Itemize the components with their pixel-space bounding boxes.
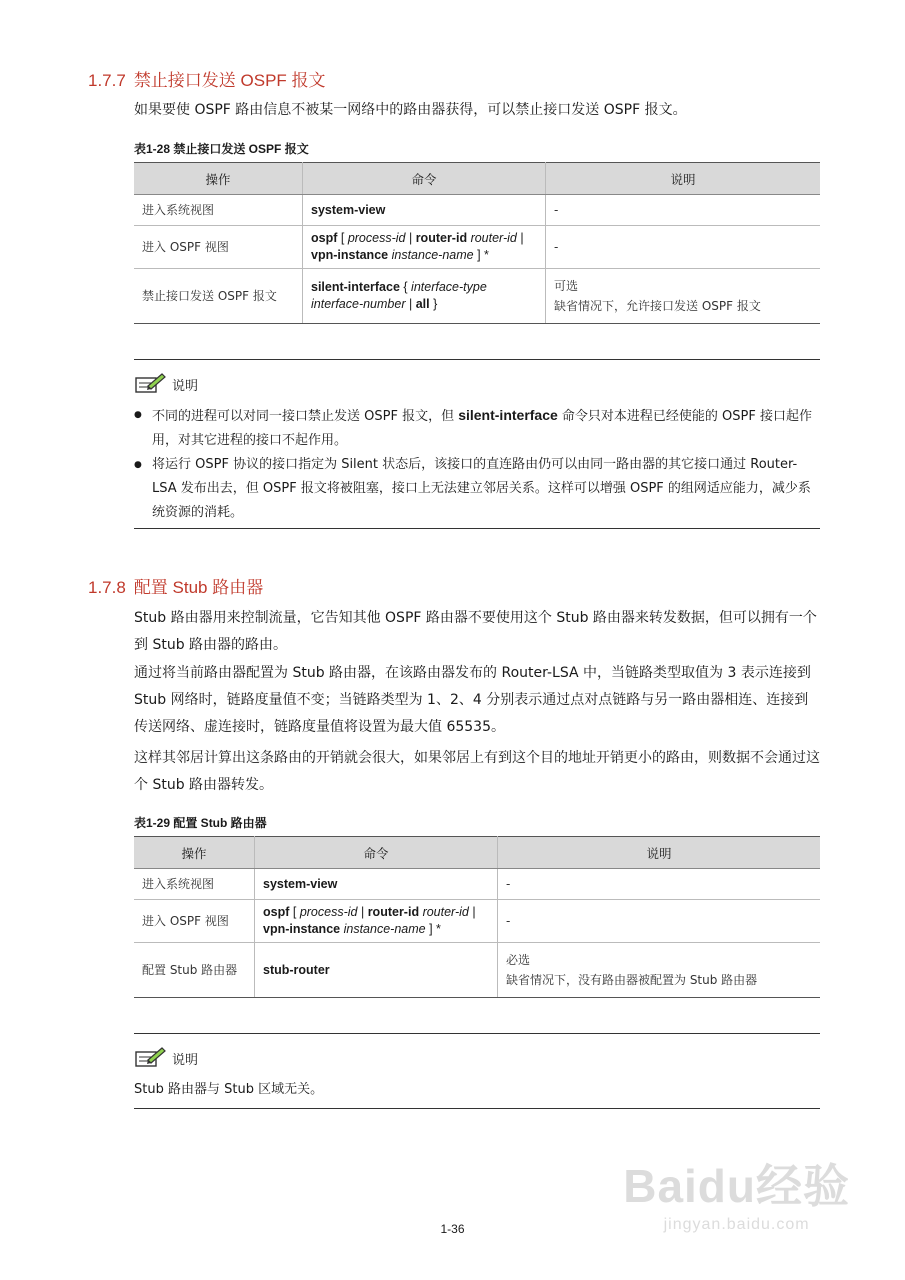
section-number: 1.7.7 bbox=[88, 71, 126, 90]
header-command: 命令 bbox=[303, 163, 546, 195]
cell-operation: 禁止接口发送 OSPF 报文 bbox=[134, 269, 303, 324]
list-item: ● 将运行 OSPF 协议的接口指定为 Silent 状态后，该接口的直连路由仍可以由同一路由器的其它接口通过 Router-LSA 发布出去，但 OSPF 报文将被阻塞，接口上无法建立邻居关系。这样可以增强 OSPF 的组网适应能力，减少系统资源的消耗。 bbox=[134, 453, 820, 525]
cell-operation: 配置 Stub 路由器 bbox=[134, 943, 255, 998]
table-header-row bbox=[134, 837, 820, 869]
header-description: 说明 bbox=[546, 163, 821, 195]
note-top-rule bbox=[134, 1033, 820, 1034]
section-title: 禁止接口发送 OSPF 报文 bbox=[133, 71, 326, 90]
command-table bbox=[134, 162, 820, 324]
note-heading bbox=[134, 1046, 198, 1068]
cell-operation: 进入系统视图 bbox=[134, 869, 255, 900]
cell-command: ospf [ process-id | router-id router-id | vpn-instance instance-name ] * bbox=[303, 226, 546, 269]
table-header-row bbox=[134, 163, 820, 195]
section-heading bbox=[88, 66, 326, 91]
cell-description: 必选 缺省情况下，没有路由器被配置为 Stub 路由器 bbox=[498, 943, 821, 998]
cell-operation: 进入 OSPF 视图 bbox=[134, 900, 255, 943]
baidu-watermark bbox=[623, 1150, 850, 1234]
watermark-brand: Baidu经验 bbox=[623, 1160, 850, 1212]
note-top-rule bbox=[134, 359, 820, 360]
note-bottom-rule bbox=[134, 1108, 820, 1109]
cell-description: - bbox=[498, 900, 821, 943]
intro-paragraph: 如果要使 OSPF 路由信息不被某一网络中的路由器获得，可以禁止接口发送 OSPF 报文。 bbox=[134, 102, 687, 118]
header-command: 命令 bbox=[255, 837, 498, 869]
cell-command: system-view bbox=[255, 869, 498, 900]
note-pencil-icon bbox=[134, 372, 166, 394]
note-title: 说明 bbox=[172, 379, 199, 394]
table-row bbox=[134, 195, 820, 226]
table-row bbox=[134, 869, 820, 900]
cell-command: ospf [ process-id | router-id router-id | vpn-instance instance-name ] * bbox=[255, 900, 498, 943]
note-pencil-icon bbox=[134, 1046, 166, 1068]
table-row bbox=[134, 269, 820, 324]
note-title: 说明 bbox=[172, 1053, 199, 1068]
cell-description: - bbox=[498, 869, 821, 900]
section-number: 1.7.8 bbox=[88, 578, 126, 597]
header-operation: 操作 bbox=[134, 163, 303, 195]
cell-description: - bbox=[546, 226, 821, 269]
watermark-url: jingyan.baidu.com bbox=[663, 1216, 810, 1233]
section-heading bbox=[88, 573, 263, 598]
body-paragraph: 这样其邻居计算出这条路由的开销就会很大，如果邻居上有到这个目的地址开销更小的路由，则数据不会通过这个 Stub 路由器转发。 bbox=[134, 750, 820, 793]
cell-command: stub-router bbox=[255, 943, 498, 998]
cell-description: 可选 缺省情况下，允许接口发送 OSPF 报文 bbox=[546, 269, 821, 324]
cell-operation: 进入系统视图 bbox=[134, 195, 303, 226]
section-title: 配置 Stub 路由器 bbox=[133, 578, 264, 597]
note-heading bbox=[134, 372, 198, 394]
cell-description: - bbox=[546, 195, 821, 226]
cell-command: silent-interface { interface-type interface-number | all } bbox=[303, 269, 546, 324]
body-paragraph: 通过将当前路由器配置为 Stub 路由器，在该路由器发布的 Router-LSA 中，当链路类型取值为 3 表示连接到 Stub 网络时，链路度量值不变；当链路类型为 1、2、4 分别表示通过点对点链路与另一路由器相连、连接到传送网络、虚连接时，链路度量值将设置为最大值 65535。 bbox=[134, 665, 811, 735]
cell-command: system-view bbox=[303, 195, 546, 226]
table-row bbox=[134, 900, 820, 943]
table-caption: 表1-28 禁止接口发送 OSPF 报文 bbox=[134, 142, 309, 156]
header-operation: 操作 bbox=[134, 837, 255, 869]
header-description: 说明 bbox=[498, 837, 821, 869]
body-paragraph: Stub 路由器用来控制流量，它告知其他 OSPF 路由器不要使用这个 Stub 路由器来转发数据，但可以拥有一个到 Stub 路由器的路由。 bbox=[134, 610, 817, 653]
page-number: 1-36 bbox=[440, 1222, 465, 1236]
table-row bbox=[134, 226, 820, 269]
table-row bbox=[134, 943, 820, 998]
cell-operation: 进入 OSPF 视图 bbox=[134, 226, 303, 269]
note-text: Stub 路由器与 Stub 区域无关。 bbox=[134, 1082, 324, 1097]
note-list bbox=[134, 403, 820, 525]
table-caption: 表1-29 配置 Stub 路由器 bbox=[134, 816, 267, 830]
list-item: ● 不同的进程可以对同一接口禁止发送 OSPF 报文，但 silent-interface 命令只对本进程已经使能的 OSPF 接口起作用，对其它进程的接口不起作用。 bbox=[134, 403, 820, 453]
command-table bbox=[134, 836, 820, 998]
note-bottom-rule bbox=[134, 528, 820, 529]
